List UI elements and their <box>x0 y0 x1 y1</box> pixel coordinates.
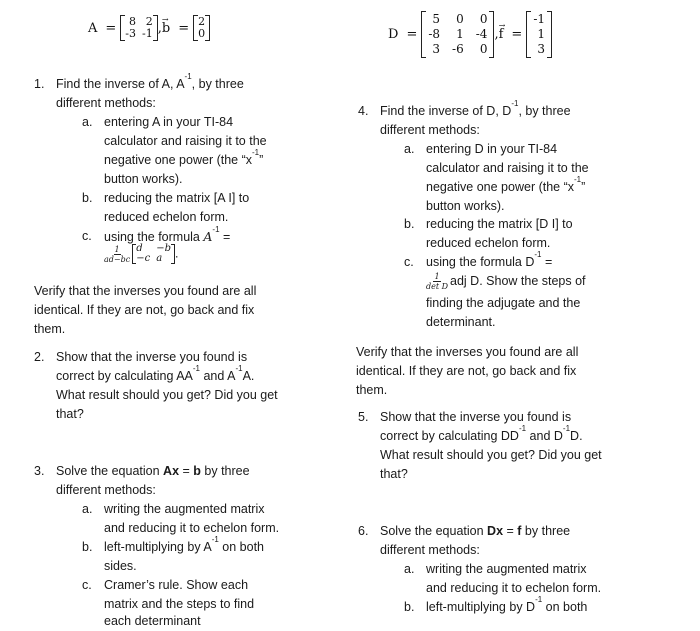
q6a-text: writing the augmented matrix <box>426 562 587 576</box>
q3a-text: writing the augmented matrix <box>104 502 265 516</box>
q2-text: correct by calculating $AA^{-1}$ and $A^{-1}A$. <box>56 363 255 383</box>
q3c-text: matrix and the steps to find <box>104 597 255 611</box>
right-verify-text: Verify that the inverses you found are all <box>356 345 579 359</box>
right-verify-text: identical. If they are not, go back and fix <box>356 364 577 378</box>
q6a-text: and reducing it to echelon form. <box>426 581 602 595</box>
right-verify-text: them. <box>356 383 388 397</box>
equation-a-b: A = 8 2 -3 -1 , → b = 2 0 <box>88 16 210 40</box>
matrix-a-cell: -1 <box>142 27 153 40</box>
q2-text: What result should you get? Did you get <box>56 388 278 402</box>
q5-text: What result should you get? Did you get <box>380 448 602 462</box>
matrix-d-cell: -4 <box>475 27 488 41</box>
left-verify-text: Verify that the inverses you found are all <box>34 284 257 298</box>
q4b-text: reduced echelon form. <box>426 236 551 250</box>
q3a-letter: a. <box>82 502 93 516</box>
q1b-letter: b. <box>82 191 93 205</box>
q2-number: 2. <box>34 350 45 364</box>
matrix-a-cell: 8 <box>129 15 137 28</box>
q2-text: Show that the inverse you found is <box>56 350 248 364</box>
matrix-d-cell: 0 <box>479 12 488 26</box>
q6-number: 6. <box>358 524 369 538</box>
vector-b <box>193 16 210 40</box>
q4a-text: button works). <box>426 199 505 213</box>
q3b-letter: b. <box>82 540 93 554</box>
q1b-text: reduced echelon form. <box>104 210 229 224</box>
q3-text: Solve the equation Ax = b by three <box>56 464 250 478</box>
q3b-text: sides. <box>104 559 137 573</box>
q4b-text: reducing the matrix [D I] to <box>426 217 573 231</box>
det-fraction: $\frac{1}{\text{det D}}$ <box>426 272 449 292</box>
q6-text: Solve the equation Dx = f by three <box>380 524 571 538</box>
q4c-letter: c. <box>404 255 414 269</box>
q2-text: that? <box>56 407 84 421</box>
matrix-d-cell: 0 <box>456 12 464 26</box>
q1-number: 1. <box>34 77 45 91</box>
matrix-d-cell: 0 <box>479 42 488 56</box>
q1-text: different methods: <box>56 96 156 110</box>
q4c-text: finding the adjugate and the <box>426 296 581 310</box>
matrix-d-label: D <box>388 27 399 42</box>
q1b-text: reducing the matrix [A I] to <box>104 191 250 205</box>
q3b-text: left-multiplying by $A^{-1}$ on both <box>104 534 264 554</box>
matrix-d <box>421 12 494 57</box>
q4-text: different methods: <box>380 123 480 137</box>
vector-f-cell: 3 <box>537 42 546 56</box>
matrix-a-label: A <box>88 20 98 36</box>
q6-text: different methods: <box>380 543 480 557</box>
q5-text: that? <box>380 467 408 481</box>
q1a-text: button works). <box>104 172 183 186</box>
q3c-text: Cramer’s rule. Show each <box>104 578 249 592</box>
q4-text: Find the inverse of D, $D^{-1}$, by three <box>380 98 571 118</box>
q4c-text: $\frac{1}{\text{det D}}$ adj D. Show the steps of <box>426 272 586 292</box>
q1a-text: entering A in your TI-84 <box>104 115 234 129</box>
q4-number: 4. <box>358 104 369 118</box>
q6b-letter: b. <box>404 600 415 614</box>
q3a-text: and reducing it to echelon form. <box>104 521 280 535</box>
q1a-text: negative one power (the “$x^{-1}$” <box>104 147 264 167</box>
q1a-text: calculator and raising it to the <box>104 134 267 148</box>
vector-b-cell: 2 <box>198 15 206 28</box>
q4a-text: negative one power (the “$x^{-1}$” <box>426 174 586 194</box>
vector-f-label: → f <box>499 25 504 44</box>
q4b-letter: b. <box>404 217 415 231</box>
vector-f <box>526 12 552 57</box>
matrix-a-cell: 2 <box>145 15 153 28</box>
vector-b-label: → b <box>162 19 170 38</box>
q6b-text: left-multiplying by $D^{-1}$ on both <box>426 594 588 614</box>
q3-number: 3. <box>34 464 45 478</box>
matrix-d-cell: 1 <box>456 27 464 41</box>
q5-text: correct by calculating $DD^{-1}$ and $D^{-1}D$. <box>380 423 583 443</box>
matrix-d-cell: -6 <box>452 42 464 56</box>
q3c-letter: c. <box>82 578 92 592</box>
matrix-d-cell: -8 <box>428 27 441 41</box>
q4c-text: determinant. <box>426 315 496 329</box>
equation-d-f: D = 5 0 0 -8 1 -4 3 -6 0 , → f = -1 1 3 <box>388 12 552 57</box>
vector-f-cell: -1 <box>533 12 546 26</box>
q5-number: 5. <box>358 410 369 424</box>
q4a-letter: a. <box>404 142 415 156</box>
matrix-d-cell: 5 <box>432 12 441 26</box>
q1c-text: using the formula $A^{-1}$ = <box>104 224 231 244</box>
matrix-d-cell: 3 <box>432 42 441 56</box>
q4c-text: using the formula $D^{-1}$ = <box>426 249 553 269</box>
q1c-letter: c. <box>82 229 92 243</box>
q4a-text: entering D in your TI-84 <box>426 142 558 156</box>
q1c-formula: $\frac{1}{ad-bc}$ d −b −c a . <box>104 243 179 264</box>
left-verify-text: them. <box>34 322 66 336</box>
q3c-text-cut: each determinant <box>104 614 201 628</box>
q1-text: Find the inverse of A, $A^{-1}$, by three <box>56 71 244 91</box>
left-verify-text: identical. If they are not, go back and fix <box>34 303 255 317</box>
formula-fraction: $\frac{1}{ad-bc}$ <box>104 244 131 264</box>
q3-text: different methods: <box>56 483 156 497</box>
vector-f-cell: 1 <box>537 27 546 41</box>
q4a-text: calculator and raising it to the <box>426 161 589 175</box>
vector-b-cell: 0 <box>198 27 206 40</box>
matrix-a-cell: -3 <box>125 27 137 40</box>
matrix-a <box>120 16 157 40</box>
formula-adjugate-matrix: d −b −c a <box>132 244 175 264</box>
q1a-letter: a. <box>82 115 93 129</box>
q5-text: Show that the inverse you found is <box>380 410 572 424</box>
q6a-letter: a. <box>404 562 415 576</box>
